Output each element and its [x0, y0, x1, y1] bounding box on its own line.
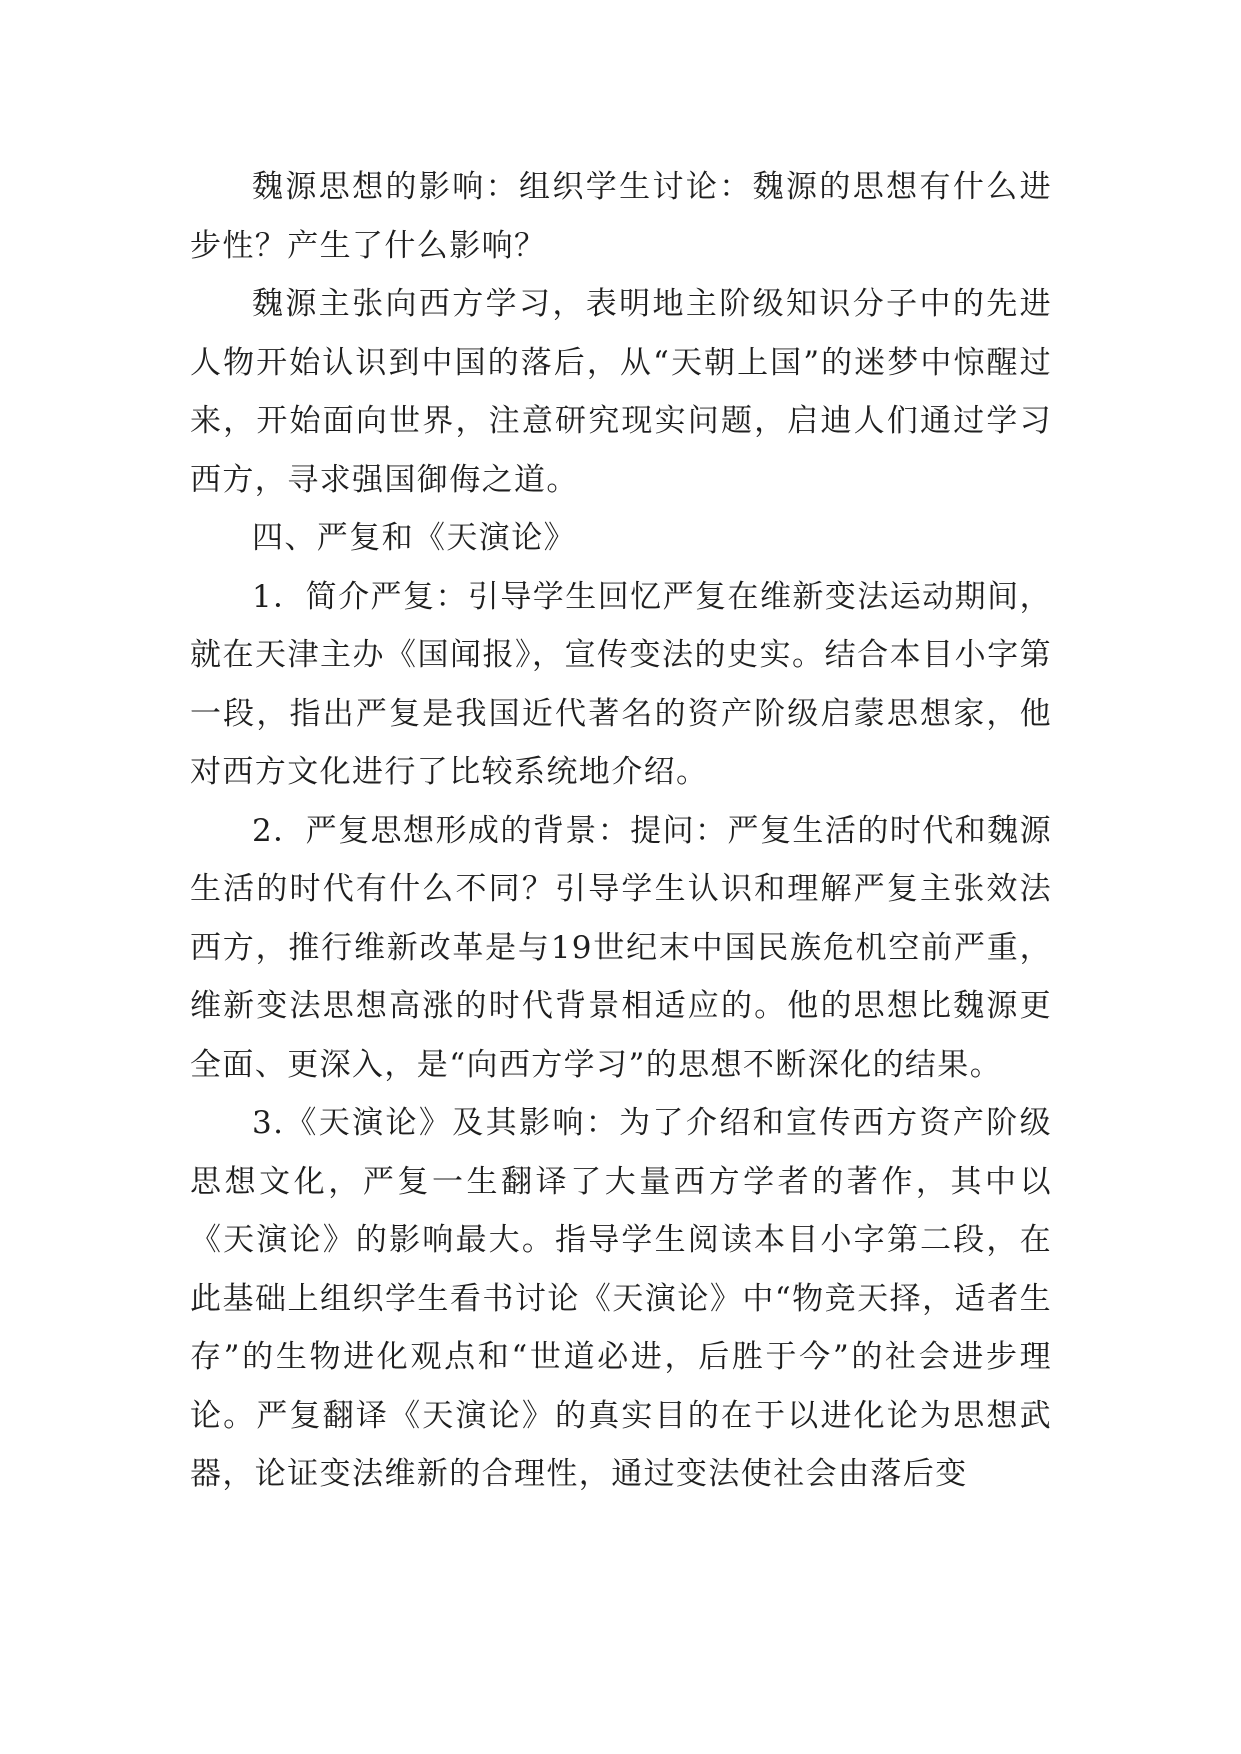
paragraph-yan-fu-background: 2．严复思想形成的背景：提问：严复生活的时代和魏源生活的时代有什么不同？引导学生认识和理解严复主张效法西方，推行维新改革是与19世纪末中国民族危机空前严重，维新变法思想高涨的时代背景相适应的。他的思想比魏源更全面、更深入，是“向西方学习”的思想不断深化的结果。 [190, 812, 1052, 1083]
paragraph-tian-yan-lun-influence: 3.《天演论》及其影响：为了介绍和宣传西方资产阶级思想文化，严复一生翻译了大量西方学者的著作，其中以《天演论》的影响最大。指导学生阅读本目小字第二段，在此基础上组织学生看书讨论《天演论》中“物竞天择，适者生存”的生物进化观点和“世道必进，后胜于今”的社会进步理论。严复翻译《天演论》的真实目的在于以进化论为思想武器，论证变法维新的合理性，通过变法使社会由落后变 [190, 1105, 1052, 1492]
paragraph-wei-yuan-influence: 魏源思想的影响：组织学生讨论：魏源的思想有什么进步性？产生了什么影响？ [190, 169, 1052, 264]
paragraph-yan-fu-intro: 1．简介严复：引导学生回忆严复在维新变法运动期间，就在天津主办《国闻报》，宣传变法的史实。结合本目小字第一段，指出严复是我国近代著名的资产阶级启蒙思想家，他对西方文化进行了比较系统地介绍。 [190, 578, 1052, 790]
paragraph-wei-yuan-west: 魏源主张向西方学习，表明地主阶级知识分子中的先进人物开始认识到中国的落后，从“天朝上国”的迷梦中惊醒过来，开始面向世界，注意研究现实问题，启迪人们通过学习西方，寻求强国御侮之道。 [190, 286, 1052, 498]
section-heading-yan-fu: 四、严复和《天演论》 [252, 520, 576, 556]
document-page [190, 158, 1052, 1504]
